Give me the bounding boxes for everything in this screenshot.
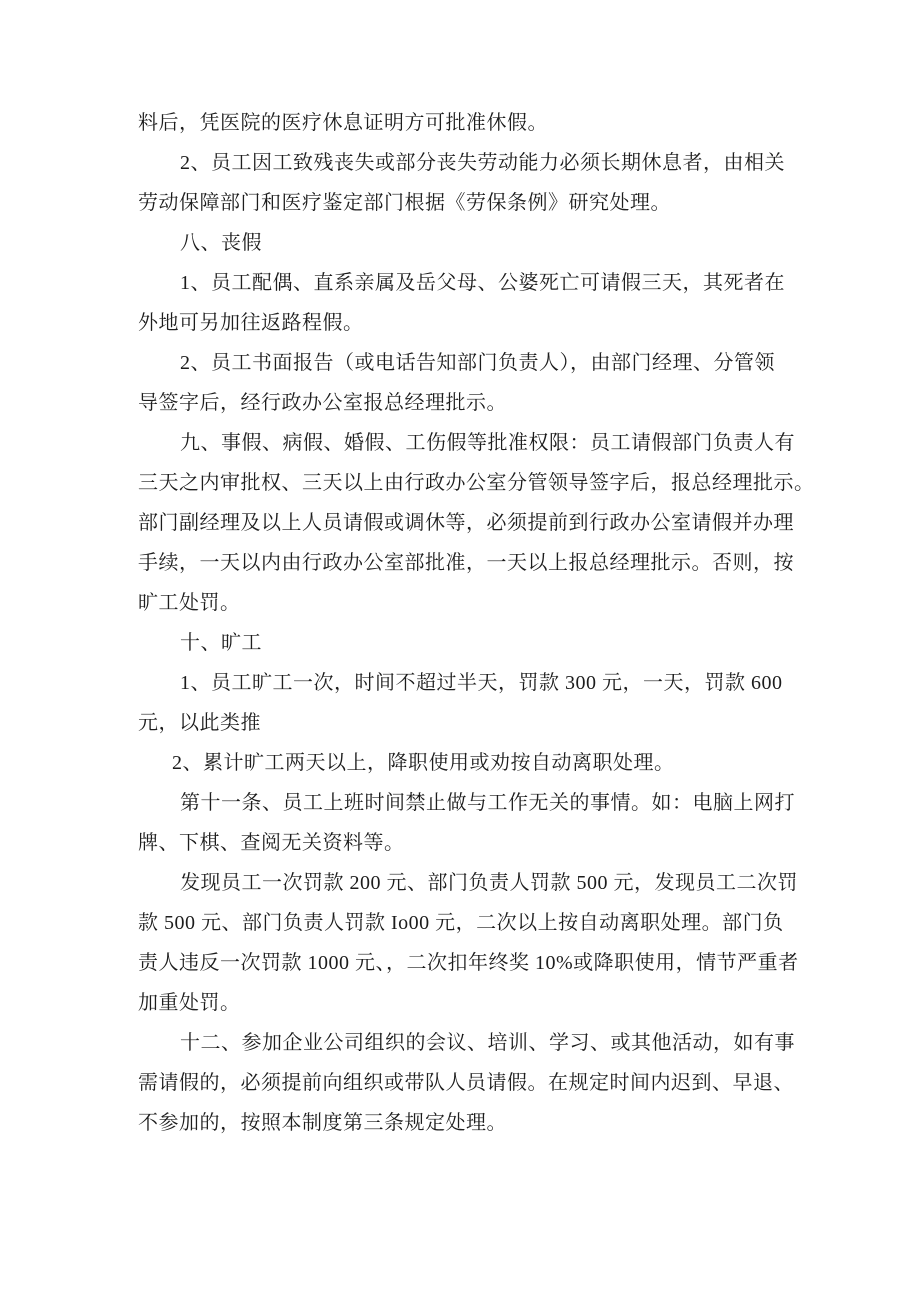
paragraph — [138, 343, 798, 423]
paragraph — [138, 623, 798, 663]
paragraph — [138, 423, 815, 623]
text-line: 不参加的，按照本制度第三条规定处理。 — [138, 1112, 507, 1134]
text-line: 牌、下棋、查阅无关资料等。 — [138, 832, 405, 854]
text-line: 九、事假、病假、婚假、工伤假等批准权限：员工请假部门负责人有 — [180, 432, 795, 454]
paragraph — [138, 1023, 798, 1143]
text-line: 2、累计旷工两天以上，降职使用或劝按自动离职处理。 — [172, 752, 675, 774]
paragraph — [138, 743, 798, 783]
paragraph — [138, 863, 798, 1023]
text-line: 1、员工旷工一次，时间不超过半天，罚款 300 元，一天，罚款 600 — [180, 672, 783, 694]
text-line: 责人违反一次罚款 1000 元、，二次扣年终奖 10%或降职使用，情节严重者 — [138, 952, 799, 974]
text-line: 2、员工因工致残丧失或部分丧失劳动能力必须长期休息者，由相关 — [180, 152, 785, 174]
text-line: 八、丧假 — [180, 232, 262, 254]
text-line: 加重处罚。 — [138, 992, 241, 1014]
text-line: 2、员工书面报告（或电话告知部门负责人），由部门经理、分管领 — [180, 352, 775, 374]
paragraph — [138, 143, 798, 223]
text-line: 发现员工一次罚款 200 元、部门负责人罚款 500 元，发现员工二次罚 — [180, 872, 798, 894]
text-line: 1、员工配偶、直系亲属及岳父母、公婆死亡可请假三天，其死者在 — [180, 272, 785, 294]
text-line: 料后，凭医院的医疗休息证明方可批准休假。 — [138, 112, 548, 134]
text-line: 三天之内审批权、三天以上由行政办公室分管领导签字后，报总经理批示。 — [138, 472, 815, 494]
paragraph — [138, 783, 798, 863]
text-line: 部门副经理及以上人员请假或调休等，必须提前到行政办公室请假并办理 — [138, 512, 794, 534]
text-line: 导签字后，经行政办公室报总经理批示。 — [138, 392, 507, 414]
text-line: 十、旷工 — [180, 632, 262, 654]
text-line: 款 500 元、部门负责人罚款 Io00 元，二次以上按自动离职处理。部门负 — [138, 912, 784, 934]
document-text-block — [138, 103, 815, 1143]
text-line: 劳动保障部门和医疗鉴定部门根据《劳保条例》研究处理。 — [138, 192, 671, 214]
text-line: 需请假的，必须提前向组织或带队人员请假。在规定时间内迟到、早退、 — [138, 1072, 794, 1094]
text-line: 十二、参加企业公司组织的会议、培训、学习、或其他活动，如有事 — [180, 1032, 795, 1054]
text-line: 第十一条、员工上班时间禁止做与工作无关的事情。如：电脑上网打 — [180, 792, 795, 814]
paragraph — [138, 263, 798, 343]
paragraph — [138, 663, 798, 743]
text-line: 元，以此类推 — [138, 712, 261, 734]
paragraph — [138, 103, 798, 143]
text-line: 外地可另加往返路程假。 — [138, 312, 364, 334]
text-line: 旷工处罚。 — [138, 592, 241, 614]
text-line: 手续，一天以内由行政办公室部批准，一天以上报总经理批示。否则，按 — [138, 552, 794, 574]
paragraph — [138, 223, 798, 263]
